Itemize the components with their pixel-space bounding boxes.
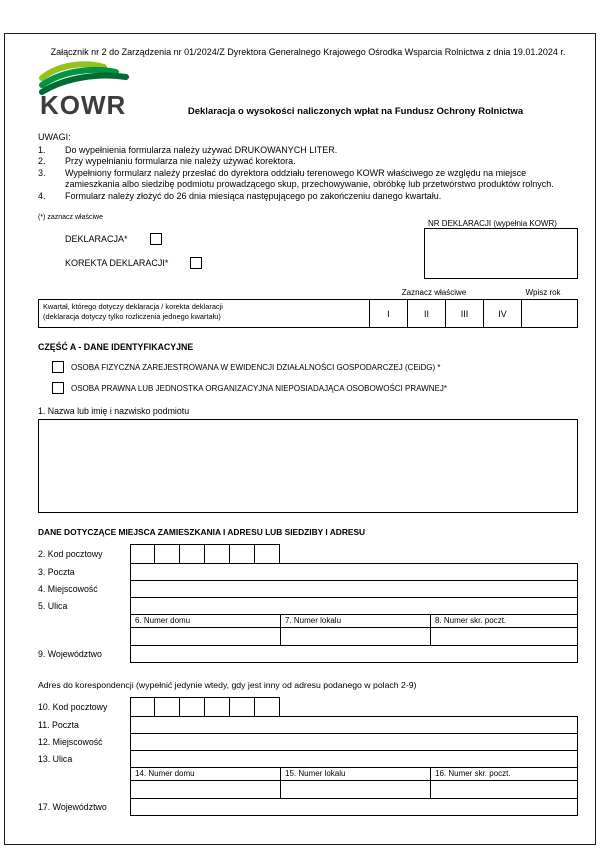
uwagi-item-number: 4.: [38, 190, 46, 201]
wojewodztwo-row: [38, 645, 578, 663]
corr-wojewodztwo-label: 17. Województwo: [38, 802, 107, 813]
quarter-description-cell: [39, 300, 369, 327]
poczta-input-box[interactable]: [130, 563, 578, 581]
corr-kod-pocztowy-cells: [130, 697, 578, 717]
korekta-deklaracji-label: KOREKTA DEKLARACJI*: [65, 258, 169, 269]
corr-numer-skr-poczt-label: 16. Numer skr. poczt.: [431, 768, 578, 781]
kod-cell-6[interactable]: [255, 544, 280, 564]
kod-cell-4[interactable]: [205, 544, 230, 564]
kod-pocztowy-cells: [130, 544, 578, 564]
corr-numery-grid: [130, 767, 578, 799]
quarter-cell-4[interactable]: IV: [483, 300, 521, 327]
osoba-prawna-label: OSOBA PRAWNA LUB JEDNOSTKA ORGANIZACYJNA NIEPOSIADAJĄCA OSOBOWOŚCI PRAWNEJ*: [71, 383, 447, 393]
poczta-label: 3. Poczta: [38, 567, 75, 578]
form-title: Deklaracja o wysokości naliczonych wpłat na Fundusz Ochrony Rolnictwa: [187, 106, 524, 117]
quarter-description-line2: (deklaracja dotyczy tylko rozliczenia jednego kwartału): [43, 312, 221, 322]
korekta-deklaracji-checkbox[interactable]: [190, 257, 202, 269]
corr-poczta-label: 11. Poczta: [38, 720, 79, 731]
corr-miejscowosc-label: 12. Miejscowość: [38, 737, 103, 748]
corr-poczta-row: [38, 716, 578, 734]
uwagi-item-text: Wypełniony formularz należy przesłać do dyrektora oddziału terenowego KOWR właściwego ze względu na miejsce zamieszkania albo siedzibę podmiotu prowadzącego skup, przechowywanie, obróbkę lub przetwórstwo produktów rolnych.: [65, 167, 554, 190]
address-main-block: [38, 544, 578, 663]
deklaracja-checkbox[interactable]: [150, 233, 162, 245]
kod-pocztowy-label: 2. Kod pocztowy: [38, 549, 103, 560]
uwagi-item-text: Przy wypełnianiu formularza nie należy używać korektora.: [65, 156, 296, 167]
zaznacz-wlasciwe-label: Zaznacz właściwe: [401, 288, 467, 298]
numer-skr-poczt-input-box[interactable]: [431, 628, 578, 646]
quarter-column-labels: [38, 288, 578, 297]
wojewodztwo-label: 9. Województwo: [38, 649, 102, 660]
form-content: [5, 34, 595, 844]
corr-numer-domu-label: 14. Numer domu: [131, 768, 281, 781]
poczta-row: [38, 563, 578, 581]
quarter-cell-1[interactable]: I: [369, 300, 407, 327]
corr-wojewodztwo-input-box[interactable]: [130, 798, 578, 816]
corr-kod-cell-2[interactable]: [155, 697, 180, 717]
uwagi-item-text: Formularz należy złożyć do 26 dnia miesiąca następującego po zakończeniu danego kwartału.: [65, 190, 442, 201]
corr-kod-cell-5[interactable]: [230, 697, 255, 717]
miejscowosc-label: 4. Miejscowość: [38, 584, 98, 595]
miejscowosc-row: [38, 580, 578, 598]
kod-cell-5[interactable]: [230, 544, 255, 564]
osoba-fizyczna-label: OSOBA FIZYCZNA ZAREJESTROWANA W EWIDENCJI DZIAŁALNOŚCI GOSPODARCZEJ (CEiDG) *: [71, 362, 441, 372]
kod-cell-3[interactable]: [180, 544, 205, 564]
numer-skr-poczt-label: 8. Numer skr. poczt.: [431, 615, 578, 628]
uwagi-item-1: [38, 145, 578, 157]
korekta-deklaracji-row: [65, 257, 202, 269]
uwagi-item-2: [38, 156, 578, 168]
kod-cell-1[interactable]: [130, 544, 155, 564]
osoba-prawna-row: [52, 382, 578, 394]
corr-ulica-label: 13. Ulica: [38, 754, 73, 765]
corr-kod-cell-4[interactable]: [205, 697, 230, 717]
quarter-cell-2[interactable]: II: [407, 300, 445, 327]
declaration-type-section: [38, 212, 578, 282]
quarter-table: [38, 299, 578, 328]
corr-miejscowosc-row: [38, 733, 578, 751]
corr-kod-cell-1[interactable]: [130, 697, 155, 717]
corr-numer-lokalu-label: 15. Numer lokalu: [281, 768, 431, 781]
uwagi-heading: UWAGI:: [38, 132, 71, 142]
attachment-note: Załącznik nr 2 do Zarządzenia nr 01/2024/Z Dyrektora Generalnego Krajowego Ośrodka Wsparcia Rolnictwa z dnia 19.01.2024 r.: [50, 47, 566, 57]
correspondence-heading: Adres do korespondencji (wypełnić jedynie wtedy, gdy jest inny od adresu podanego w polach 2-9): [38, 680, 417, 691]
quarter-cell-3[interactable]: III: [445, 300, 483, 327]
osoba-fizyczna-checkbox[interactable]: [52, 361, 64, 373]
address-correspondence-block: [38, 697, 578, 816]
uwagi-section: [38, 132, 578, 202]
wojewodztwo-input-box[interactable]: [130, 645, 578, 663]
corr-ulica-row: [38, 750, 578, 768]
kowr-logo: [38, 60, 130, 121]
kowr-logo-graphic: [38, 60, 130, 116]
numer-lokalu-label: 7. Numer lokalu: [281, 615, 431, 628]
wpisz-rok-label: Wpisz rok: [525, 288, 561, 298]
corr-wojewodztwo-row: [38, 798, 578, 816]
corr-kod-pocztowy-row: [38, 697, 578, 717]
kod-cell-2[interactable]: [155, 544, 180, 564]
corr-numer-skr-poczt-input-box[interactable]: [431, 781, 578, 799]
field-1-label: 1. Nazwa lub imię i nazwisko podmiotu: [38, 406, 190, 417]
miejscowosc-input-box[interactable]: [130, 580, 578, 598]
corr-miejscowosc-input-box[interactable]: [130, 733, 578, 751]
corr-kod-cell-6[interactable]: [255, 697, 280, 717]
form-header: [38, 60, 578, 118]
uwagi-item-number: 1.: [38, 144, 46, 155]
quarter-description-line1: Kwartał, którego dotyczy deklaracja / korekta deklaracji: [43, 302, 223, 312]
numery-row: [38, 614, 578, 646]
part-a-heading: CZĘŚĆ A - DANE IDENTYFIKACYJNE: [38, 342, 194, 353]
corr-numery-row: [38, 767, 578, 799]
deklaracja-label: DEKLARACJA*: [65, 234, 128, 245]
ulica-label: 5. Ulica: [38, 601, 68, 612]
uwagi-item-number: 2.: [38, 156, 46, 167]
deklaracja-row: [65, 233, 162, 245]
numer-domu-label: 6. Numer domu: [131, 615, 281, 628]
corr-ulica-input-box[interactable]: [130, 750, 578, 768]
corr-poczta-input-box[interactable]: [130, 716, 578, 734]
numer-lokalu-input-box[interactable]: [281, 628, 431, 646]
osoba-fizyczna-row: [52, 361, 578, 373]
osoba-prawna-checkbox[interactable]: [52, 382, 64, 394]
corr-kod-cell-3[interactable]: [180, 697, 205, 717]
corr-kod-pocztowy-label: 10. Kod pocztowy: [38, 702, 108, 713]
year-input-box[interactable]: [521, 300, 577, 327]
kowr-logo-text: KOWR: [40, 90, 127, 116]
kod-pocztowy-row: [38, 544, 578, 564]
corr-numer-lokalu-input-box[interactable]: [281, 781, 431, 799]
zaznacz-wlasciwe-footnote: (*) zaznacz właściwe: [38, 214, 103, 222]
uwagi-item-text: Do wypełnienia formularza należy używać DRUKOWANYCH LITER.: [65, 144, 338, 155]
numer-domu-input-box[interactable]: [131, 628, 281, 646]
corr-numer-domu-input-box[interactable]: [131, 781, 281, 799]
uwagi-item-4: [38, 191, 578, 203]
nr-deklaracji-label: NR DEKLARACJI (wypełnia KOWR): [428, 219, 557, 229]
uwagi-item-number: 3.: [38, 167, 46, 178]
ulica-input-box[interactable]: [130, 597, 578, 615]
numery-grid: [130, 614, 578, 646]
address-section-heading: DANE DOTYCZĄCE MIEJSCA ZAMIESZKANIA I ADRESU LUB SIEDZIBY I ADRESU: [38, 527, 366, 538]
nr-deklaracji-input-box[interactable]: [424, 228, 578, 279]
uwagi-item-3: [38, 168, 578, 191]
ulica-row: [38, 597, 578, 615]
field-1-name-input-box[interactable]: [38, 419, 578, 513]
spacer: [38, 288, 360, 297]
